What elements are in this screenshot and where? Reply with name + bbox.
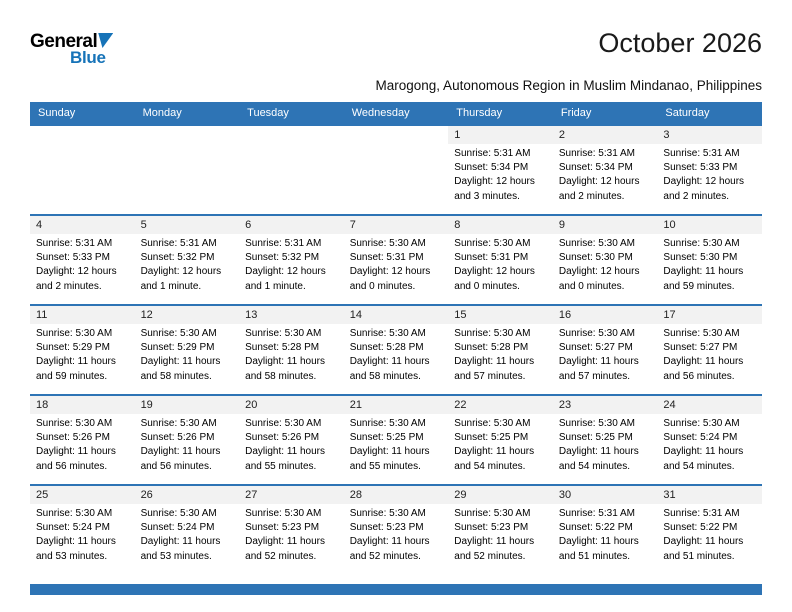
day-cell: [344, 486, 449, 574]
daylight-line: Daylight: 11 hours and 52 minutes.: [454, 536, 535, 562]
sunrise-line: Sunrise: 5:30 AM: [558, 238, 635, 249]
sunrise-line: Sunrise: 5:31 AM: [663, 148, 740, 159]
day-number: 11: [36, 309, 48, 321]
sunset-line: Sunset: 5:34 PM: [558, 162, 633, 174]
day-cell-body: [553, 234, 658, 298]
empty-day-cell: [135, 126, 240, 214]
day-cell-body: [448, 504, 553, 568]
logo-text-blue: Blue: [70, 48, 106, 67]
sunset-line: Sunset: 5:25 PM: [349, 432, 424, 444]
day-number-strip: [30, 396, 135, 414]
day-number-strip: [448, 486, 553, 504]
day-number-strip: [135, 306, 240, 324]
sunrise-line: Sunrise: 5:31 AM: [454, 148, 531, 159]
daylight-line: Daylight: 11 hours and 55 minutes.: [349, 446, 430, 472]
day-number-strip: [553, 216, 658, 234]
location-subtitle: Marogong, Autonomous Region in Muslim Mindanao, Philippines: [375, 78, 762, 93]
day-number: 12: [140, 309, 153, 321]
day-number: 31: [663, 489, 676, 501]
day-number: 16: [558, 309, 572, 321]
weekday-header-saturday: Saturday: [665, 107, 710, 119]
day-number: 14: [349, 309, 362, 321]
sunrise-line: Sunrise: 5:31 AM: [245, 238, 322, 249]
day-number-strip: [344, 306, 449, 324]
day-cell-body: [135, 234, 240, 298]
sunset-line: Sunset: 5:22 PM: [663, 522, 738, 534]
empty-day-cell: [344, 126, 449, 214]
daylight-line: Daylight: 11 hours and 57 minutes.: [558, 356, 639, 382]
daylight-line: Daylight: 11 hours and 54 minutes.: [663, 446, 744, 472]
day-number-strip: [553, 126, 658, 144]
day-number: 6: [245, 219, 252, 231]
page-header: [30, 26, 762, 78]
weekday-header-tuesday: Tuesday: [247, 107, 289, 119]
day-number: 10: [663, 219, 676, 231]
day-cell-body: [239, 504, 344, 568]
sunset-line: Sunset: 5:31 PM: [454, 252, 529, 264]
sunrise-line: Sunrise: 5:30 AM: [349, 238, 426, 249]
sunset-line: Sunset: 5:25 PM: [558, 432, 633, 444]
daylight-line: Daylight: 11 hours and 59 minutes.: [36, 356, 116, 382]
day-number: 1: [454, 129, 461, 141]
day-cell: [657, 306, 762, 394]
sunrise-line: Sunrise: 5:30 AM: [245, 418, 322, 429]
day-cell-body: [657, 324, 762, 388]
sunset-line: Sunset: 5:27 PM: [663, 342, 738, 354]
day-cell: [239, 216, 344, 304]
day-cell-body: [448, 414, 553, 478]
sunrise-line: Sunrise: 5:31 AM: [140, 238, 217, 249]
day-cell: [657, 486, 762, 574]
sunset-line: Sunset: 5:31 PM: [349, 252, 424, 264]
week-row: [30, 304, 762, 394]
sunset-line: Sunset: 5:25 PM: [454, 432, 529, 444]
logo-text-general: General: [30, 31, 98, 52]
daylight-line: Daylight: 11 hours and 53 minutes.: [140, 536, 221, 562]
day-number: 20: [245, 399, 258, 411]
sunset-line: Sunset: 5:30 PM: [558, 252, 633, 264]
day-cell-body: [344, 234, 449, 298]
day-cell: [135, 306, 240, 394]
daylight-line: Daylight: 12 hours and 2 minutes.: [663, 176, 745, 202]
day-cell: [344, 306, 449, 394]
day-number-strip: [344, 486, 449, 504]
day-number-strip: [135, 216, 240, 234]
daylight-line: Daylight: 12 hours and 0 minutes.: [454, 266, 535, 292]
sunrise-line: Sunrise: 5:30 AM: [245, 328, 322, 339]
day-cell-body: [553, 414, 658, 478]
day-number: 29: [454, 489, 467, 501]
daylight-line: Daylight: 11 hours and 57 minutes.: [454, 356, 535, 382]
sunrise-line: Sunrise: 5:30 AM: [245, 508, 322, 519]
sunset-line: Sunset: 5:29 PM: [36, 342, 110, 354]
sunset-line: Sunset: 5:26 PM: [140, 432, 215, 444]
day-cell: [344, 396, 449, 484]
daylight-line: Daylight: 11 hours and 52 minutes.: [245, 536, 325, 562]
day-number: 7: [349, 219, 356, 231]
daylight-line: Daylight: 11 hours and 56 minutes.: [36, 446, 116, 472]
daylight-line: Daylight: 12 hours and 2 minutes.: [36, 266, 117, 292]
day-cell: [448, 216, 553, 304]
daylight-line: Daylight: 11 hours and 53 minutes.: [36, 536, 116, 562]
day-cell: [239, 396, 344, 484]
day-cell-body: [448, 324, 553, 388]
day-number: 8: [454, 219, 461, 231]
sunrise-line: Sunrise: 5:30 AM: [454, 238, 531, 249]
daylight-line: Daylight: 12 hours and 1 minute.: [245, 266, 326, 292]
daylight-line: Daylight: 11 hours and 54 minutes.: [454, 446, 535, 472]
day-number: 9: [558, 219, 565, 231]
day-cell: [448, 486, 553, 574]
sunset-line: Sunset: 5:28 PM: [245, 342, 320, 354]
day-cell-body: [135, 324, 240, 388]
day-cell-body: [553, 144, 658, 208]
day-cell: [657, 126, 762, 214]
day-cell: [553, 306, 658, 394]
sunset-line: Sunset: 5:22 PM: [558, 522, 633, 534]
day-number-strip: [239, 486, 344, 504]
day-number: 21: [349, 399, 362, 411]
day-cell: [135, 216, 240, 304]
day-cell-body: [553, 324, 658, 388]
day-cell: [448, 306, 553, 394]
day-cell-body: [135, 414, 240, 478]
sunset-line: Sunset: 5:32 PM: [140, 252, 215, 264]
calendar: [30, 102, 762, 574]
day-cell: [448, 126, 553, 214]
empty-day-cell: [30, 126, 135, 214]
day-number-strip: [657, 216, 762, 234]
day-cell-body: [239, 234, 344, 298]
day-cell: [553, 486, 658, 574]
logo-triangle-icon: [98, 33, 113, 48]
daylight-line: Daylight: 11 hours and 51 minutes.: [663, 536, 744, 562]
day-cell: [30, 396, 135, 484]
day-number: 22: [454, 399, 467, 411]
day-cell: [239, 306, 344, 394]
daylight-line: Daylight: 11 hours and 58 minutes.: [349, 356, 430, 382]
day-cell: [553, 126, 658, 214]
day-number-strip: [553, 306, 658, 324]
day-number-strip: [448, 216, 553, 234]
sunset-line: Sunset: 5:34 PM: [454, 162, 529, 174]
weekday-header-monday: Monday: [142, 107, 182, 119]
day-cell-body: [30, 234, 135, 298]
day-number-strip: [448, 306, 553, 324]
day-cell-body: [657, 414, 762, 478]
calendar-grid: [30, 124, 762, 574]
day-number-strip: [30, 306, 135, 324]
day-cell: [657, 396, 762, 484]
sunset-line: Sunset: 5:23 PM: [245, 522, 320, 534]
sunset-line: Sunset: 5:24 PM: [663, 432, 738, 444]
day-cell-body: [30, 324, 135, 388]
sunrise-line: Sunrise: 5:30 AM: [36, 418, 113, 429]
day-number-strip: [657, 396, 762, 414]
sunrise-line: Sunrise: 5:30 AM: [36, 508, 113, 519]
daylight-line: Daylight: 11 hours and 51 minutes.: [558, 536, 639, 562]
day-number-strip: [135, 396, 240, 414]
daylight-line: Daylight: 11 hours and 56 minutes.: [140, 446, 221, 472]
sunrise-line: Sunrise: 5:30 AM: [558, 418, 635, 429]
day-cell-body: [448, 144, 553, 208]
day-number-strip: [239, 216, 344, 234]
sunset-line: Sunset: 5:27 PM: [558, 342, 633, 354]
day-cell: [448, 396, 553, 484]
day-number-strip: [344, 396, 449, 414]
sunrise-line: Sunrise: 5:30 AM: [140, 328, 217, 339]
day-cell-body: [239, 414, 344, 478]
day-number-strip: [239, 396, 344, 414]
day-number: 25: [36, 489, 49, 501]
day-cell-body: [657, 504, 762, 568]
week-row: [30, 214, 762, 304]
day-cell: [553, 216, 658, 304]
day-cell: [657, 216, 762, 304]
sunrise-line: Sunrise: 5:31 AM: [663, 508, 740, 519]
day-cell-body: [657, 234, 762, 298]
day-number: 15: [454, 309, 467, 321]
sunset-line: Sunset: 5:33 PM: [663, 162, 738, 174]
daylight-line: Daylight: 11 hours and 58 minutes.: [140, 356, 221, 382]
day-number: 3: [663, 129, 670, 141]
day-cell: [344, 216, 449, 304]
weekday-header-row: [30, 102, 762, 124]
day-cell-body: [30, 504, 135, 568]
sunset-line: Sunset: 5:26 PM: [245, 432, 320, 444]
sunset-line: Sunset: 5:24 PM: [140, 522, 215, 534]
day-cell: [239, 486, 344, 574]
week-row: [30, 124, 762, 214]
day-cell-body: [448, 234, 553, 298]
sunset-line: Sunset: 5:30 PM: [663, 252, 738, 264]
sunrise-line: Sunrise: 5:30 AM: [140, 508, 217, 519]
day-number-strip: [135, 486, 240, 504]
sunrise-line: Sunrise: 5:30 AM: [454, 508, 531, 519]
day-cell-body: [344, 324, 449, 388]
day-number: 19: [140, 399, 153, 411]
sunset-line: Sunset: 5:24 PM: [36, 522, 110, 534]
sunset-line: Sunset: 5:23 PM: [454, 522, 529, 534]
daylight-line: Daylight: 12 hours and 2 minutes.: [558, 176, 640, 202]
sunrise-line: Sunrise: 5:30 AM: [454, 418, 531, 429]
day-number: 24: [663, 399, 676, 411]
day-number: 28: [349, 489, 362, 501]
sunrise-line: Sunrise: 5:30 AM: [558, 328, 635, 339]
day-number: 4: [36, 219, 43, 231]
daylight-line: Daylight: 12 hours and 0 minutes.: [558, 266, 640, 292]
day-cell-body: [344, 504, 449, 568]
sunrise-line: Sunrise: 5:31 AM: [558, 148, 635, 159]
month-title: October 2026: [598, 28, 762, 58]
sunrise-line: Sunrise: 5:30 AM: [349, 508, 426, 519]
sunset-line: Sunset: 5:29 PM: [140, 342, 215, 354]
sunset-line: Sunset: 5:33 PM: [36, 252, 110, 264]
sunrise-line: Sunrise: 5:30 AM: [140, 418, 217, 429]
day-number: 27: [245, 489, 258, 501]
day-cell-body: [135, 504, 240, 568]
day-cell: [30, 306, 135, 394]
sunrise-line: Sunrise: 5:30 AM: [36, 328, 113, 339]
daylight-line: Daylight: 11 hours and 55 minutes.: [245, 446, 325, 472]
sunrise-line: Sunrise: 5:30 AM: [454, 328, 531, 339]
day-number: 18: [36, 399, 49, 411]
daylight-line: Daylight: 11 hours and 56 minutes.: [663, 356, 744, 382]
daylight-line: Daylight: 11 hours and 54 minutes.: [558, 446, 639, 472]
daylight-line: Daylight: 12 hours and 0 minutes.: [349, 266, 431, 292]
daylight-line: Daylight: 11 hours and 59 minutes.: [663, 266, 744, 292]
sunrise-line: Sunrise: 5:30 AM: [349, 418, 426, 429]
daylight-line: Daylight: 12 hours and 1 minute.: [140, 266, 222, 292]
daylight-line: Daylight: 12 hours and 3 minutes.: [454, 176, 535, 202]
weekday-header-friday: Friday: [560, 107, 592, 119]
footer-bar: [30, 584, 762, 595]
sunset-line: Sunset: 5:28 PM: [349, 342, 424, 354]
day-cell-body: [30, 414, 135, 478]
sunrise-line: Sunrise: 5:30 AM: [349, 328, 426, 339]
week-row: [30, 484, 762, 574]
weekday-header-thursday: Thursday: [456, 107, 503, 119]
sunrise-line: Sunrise: 5:30 AM: [663, 418, 740, 429]
day-cell: [30, 486, 135, 574]
day-cell: [30, 216, 135, 304]
day-cell: [135, 486, 240, 574]
day-number-strip: [344, 216, 449, 234]
sunrise-line: Sunrise: 5:30 AM: [663, 238, 740, 249]
week-row: [30, 394, 762, 484]
day-number: 5: [140, 219, 147, 231]
day-number-strip: [553, 486, 658, 504]
day-cell-body: [553, 504, 658, 568]
sunset-line: Sunset: 5:23 PM: [349, 522, 424, 534]
day-number-strip: [657, 486, 762, 504]
daylight-line: Daylight: 11 hours and 58 minutes.: [245, 356, 325, 382]
day-number: 13: [245, 309, 258, 321]
weekday-header-sunday: Sunday: [38, 107, 76, 119]
day-number: 2: [558, 129, 565, 141]
sunset-line: Sunset: 5:26 PM: [36, 432, 110, 444]
weekday-header-wednesday: Wednesday: [351, 107, 410, 119]
day-number-strip: [448, 396, 553, 414]
daylight-line: Daylight: 11 hours and 52 minutes.: [349, 536, 430, 562]
day-number: 30: [558, 489, 572, 501]
day-cell: [135, 396, 240, 484]
day-number: 23: [558, 399, 572, 411]
empty-day-cell: [239, 126, 344, 214]
general-blue-logo: [30, 26, 113, 66]
sunset-line: Sunset: 5:28 PM: [454, 342, 529, 354]
day-number-strip: [448, 126, 553, 144]
day-cell-body: [657, 144, 762, 208]
day-number-strip: [657, 306, 762, 324]
day-cell: [553, 396, 658, 484]
sunrise-line: Sunrise: 5:30 AM: [663, 328, 740, 339]
sunset-line: Sunset: 5:32 PM: [245, 252, 320, 264]
day-cell-body: [344, 414, 449, 478]
day-number-strip: [30, 486, 135, 504]
day-number: 17: [663, 309, 676, 321]
sunrise-line: Sunrise: 5:31 AM: [558, 508, 635, 519]
day-number-strip: [239, 306, 344, 324]
day-number-strip: [30, 216, 135, 234]
day-number: 26: [140, 489, 153, 501]
sunrise-line: Sunrise: 5:31 AM: [36, 238, 113, 249]
day-number-strip: [553, 396, 658, 414]
day-number-strip: [657, 126, 762, 144]
day-cell-body: [239, 324, 344, 388]
